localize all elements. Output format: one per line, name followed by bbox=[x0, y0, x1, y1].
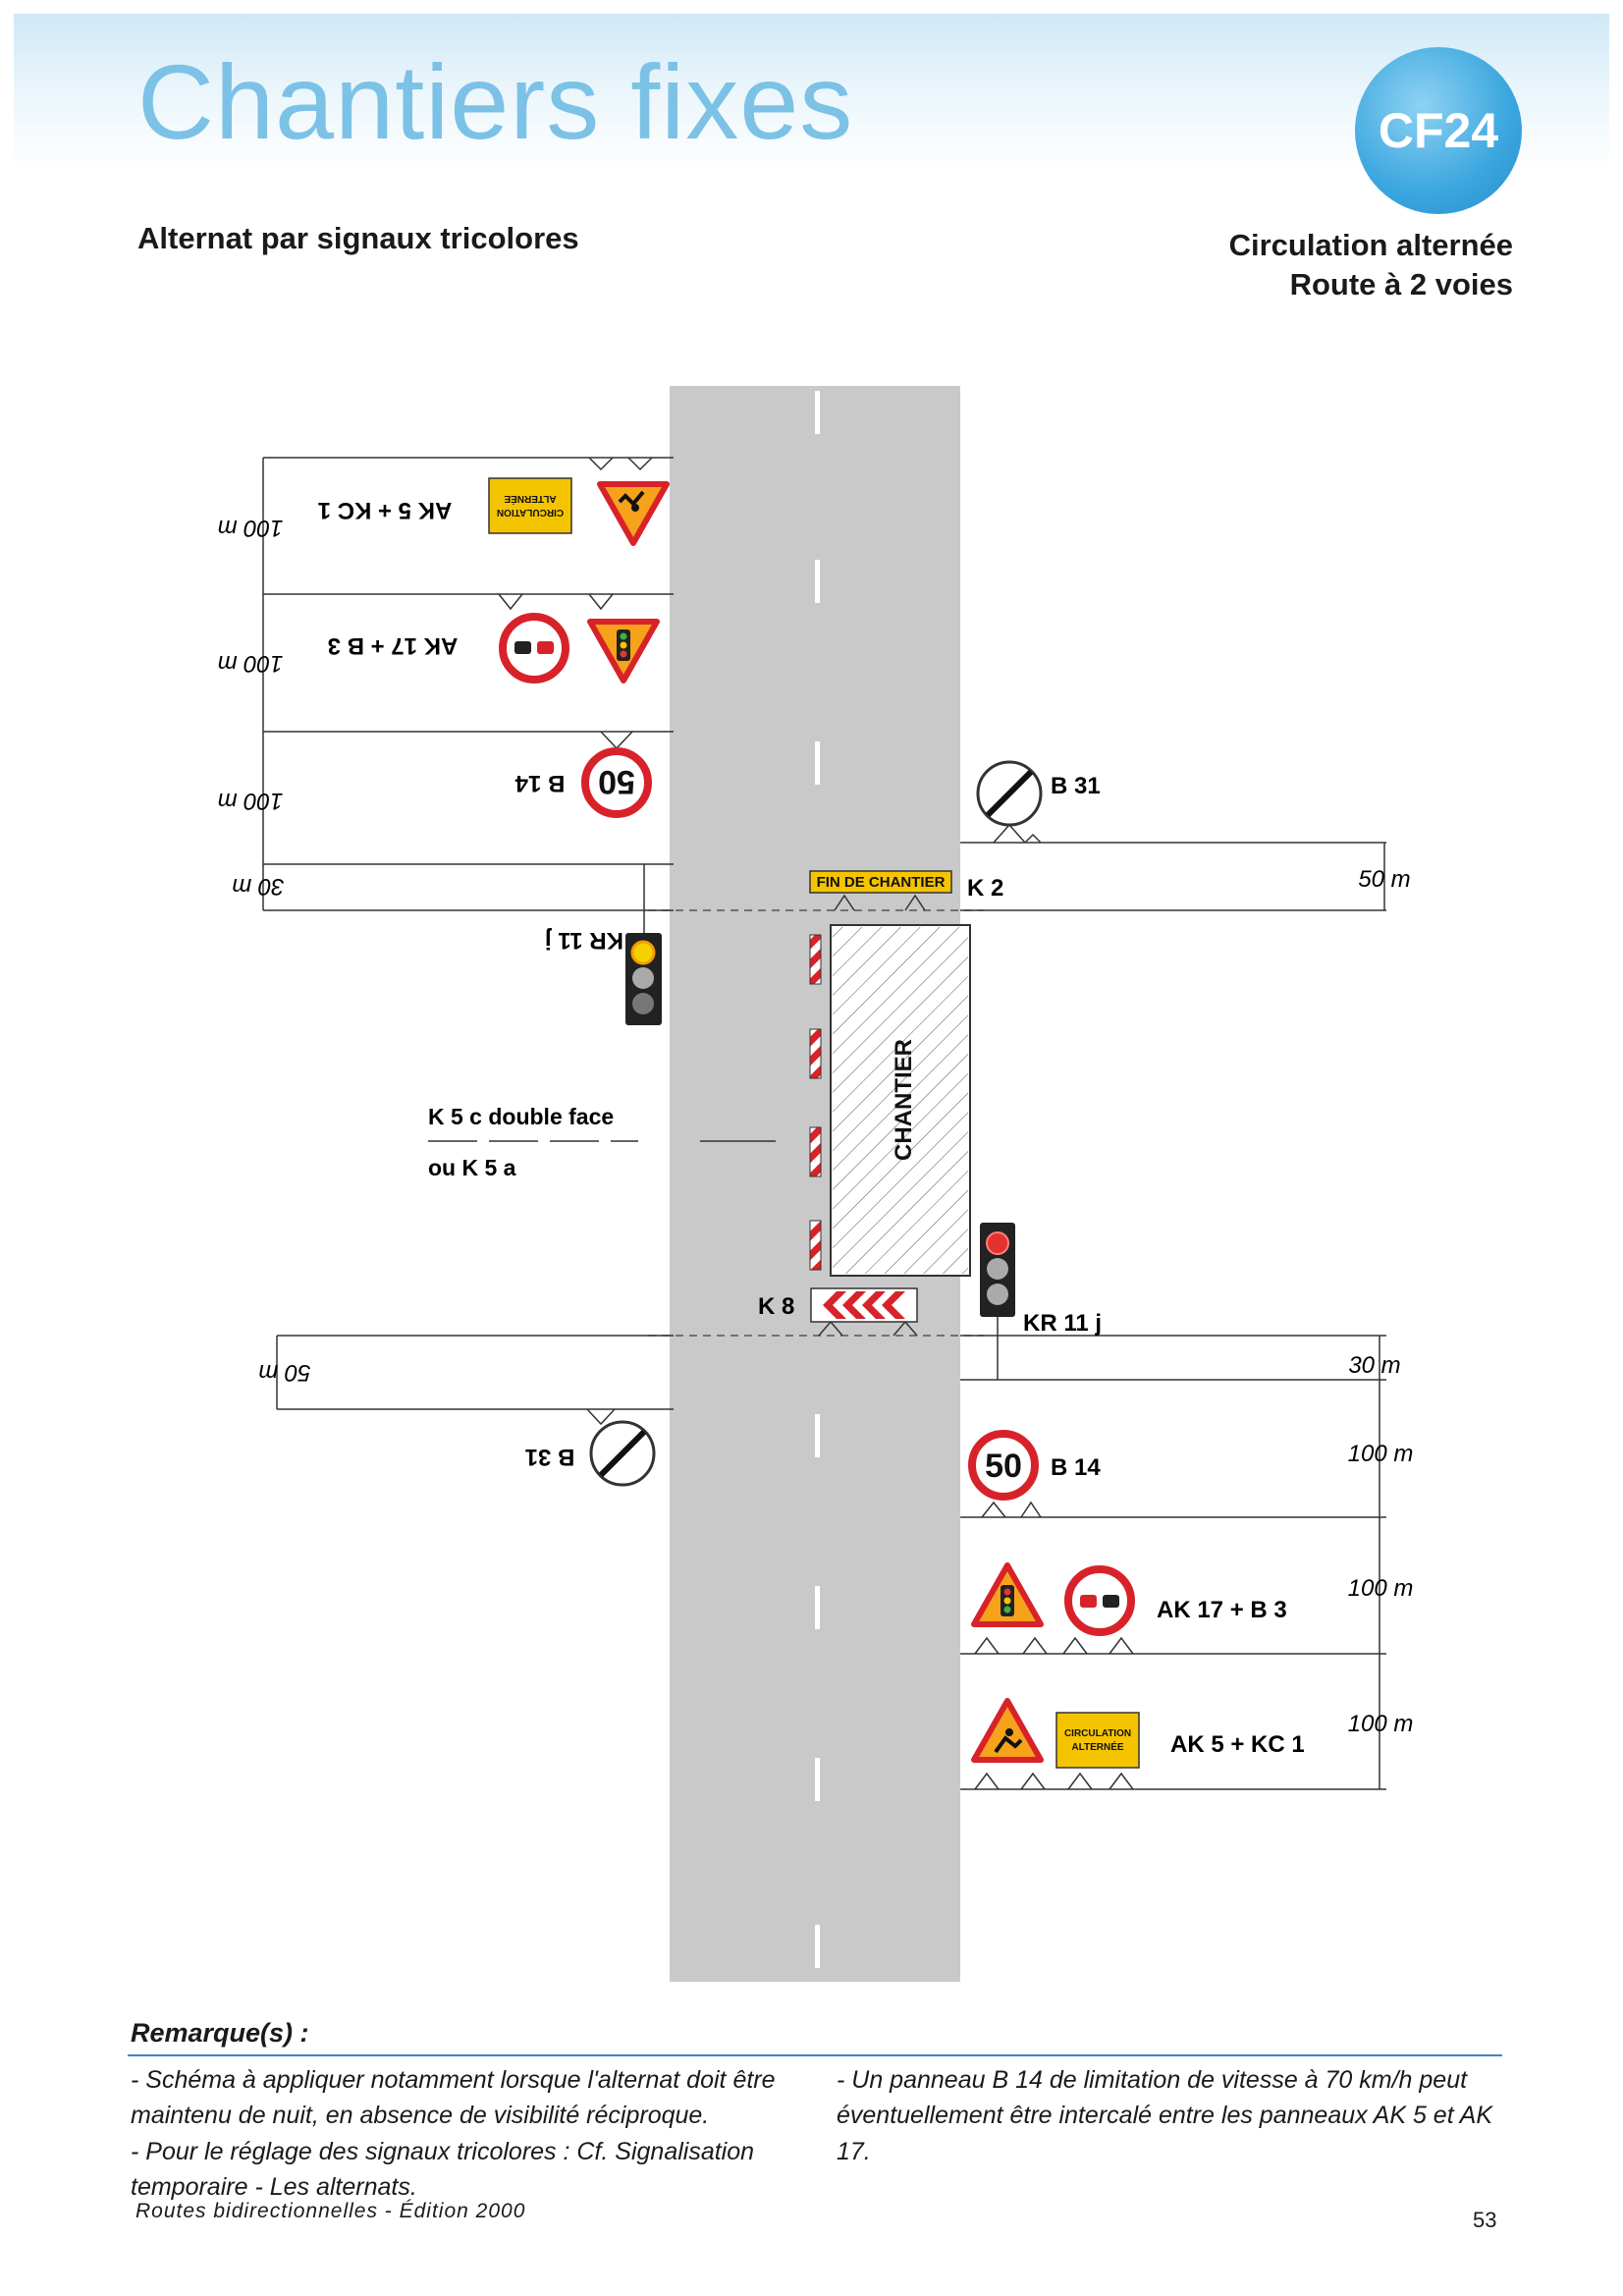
remarks-divider bbox=[128, 2054, 1502, 2056]
svg-text:CIRCULATION: CIRCULATION bbox=[496, 507, 565, 518]
remarks-title: Remarque(s) : bbox=[131, 2018, 309, 2048]
left-label-k5c: K 5 c double face bbox=[428, 1104, 615, 1129]
left-b14-sign bbox=[585, 751, 648, 814]
right-label-ak17-b3: AK 17 + B 3 bbox=[1157, 1597, 1287, 1623]
left-dist-5: 50 m bbox=[258, 1359, 311, 1386]
right-dist-1: 50 m bbox=[1358, 866, 1411, 893]
left-ak17-sign bbox=[590, 622, 657, 681]
right-ak17-sign bbox=[974, 1565, 1041, 1624]
left-label-k5a: ou K 5 a bbox=[428, 1155, 516, 1180]
remark-3: - Un panneau B 14 de limitation de vitesse à 70 km/h peut éventuellement être intercalé entre les panneaux AK 5 et AK 17. bbox=[837, 2066, 1493, 2165]
right-b3-sign bbox=[1068, 1569, 1131, 1632]
left-dist-3: 100 m bbox=[217, 788, 284, 814]
left-dist-2: 100 m bbox=[217, 650, 284, 677]
svg-text:50: 50 bbox=[598, 763, 635, 800]
remark-2: - Pour le réglage des signaux tricolores : Cf. Signalisation temporaire - Les alternats. bbox=[131, 2137, 755, 2201]
page-title: Chantiers fixes bbox=[137, 42, 854, 161]
right-label-k8: K 8 bbox=[758, 1293, 795, 1320]
right-dist-4: 100 m bbox=[1347, 1575, 1414, 1602]
left-label-ak5-kc1: AK 5 + KC 1 bbox=[317, 497, 453, 523]
remarks-column-2 bbox=[837, 2062, 1509, 2169]
left-b3-sign bbox=[503, 617, 566, 680]
right-ak5-sign bbox=[974, 1701, 1041, 1760]
right-label-kr11j: KR 11 j bbox=[1023, 1310, 1103, 1337]
left-dist-1: 100 m bbox=[217, 515, 284, 541]
left-kc1-panel bbox=[489, 478, 571, 533]
section-badge: CF24 bbox=[1355, 47, 1522, 214]
work-zone-label: CHANTIER bbox=[891, 1039, 917, 1161]
right-label-k2: K 2 bbox=[967, 875, 1004, 902]
left-ak5-sign bbox=[600, 484, 667, 543]
page-number: 53 bbox=[1473, 2208, 1497, 2232]
footer-edition: Routes bidirectionnelles - Édition 2000 bbox=[135, 2200, 526, 2222]
right-label-b14: B 14 bbox=[1051, 1454, 1101, 1481]
right-label-ak5-kc1: AK 5 + KC 1 bbox=[1170, 1731, 1305, 1758]
left-label-b14: B 14 bbox=[514, 770, 566, 796]
right-b31-sign bbox=[978, 762, 1041, 825]
svg-text:FIN DE CHANTIER: FIN DE CHANTIER bbox=[816, 874, 946, 891]
left-label-b31: B 31 bbox=[524, 1444, 575, 1470]
svg-text:ALTERNÉE: ALTERNÉE bbox=[504, 493, 557, 504]
remark-1: - Schéma à appliquer notamment lorsque l'alternat doit être maintenu de nuit, en absence de visibilité réciproque. bbox=[131, 2066, 776, 2130]
remarks-column-1 bbox=[131, 2062, 808, 2205]
left-b31-sign bbox=[591, 1422, 654, 1485]
right-dist-2: 30 m bbox=[1348, 1352, 1401, 1379]
left-kr11j-light bbox=[625, 933, 662, 1025]
svg-text:ALTERNÉE: ALTERNÉE bbox=[1071, 1742, 1124, 1753]
right-label-b31: B 31 bbox=[1051, 773, 1101, 799]
right-kc1-panel bbox=[1056, 1713, 1139, 1768]
left-label-ak17-b3: AK 17 + B 3 bbox=[327, 632, 459, 659]
right-dist-5: 100 m bbox=[1347, 1711, 1414, 1737]
right-k2-panel bbox=[810, 871, 951, 893]
right-k8-panel bbox=[811, 1288, 917, 1322]
right-kr11j-light bbox=[980, 1223, 1015, 1317]
subtitle-right-line2: Route à 2 voies bbox=[1289, 267, 1513, 302]
subtitle-right-line1: Circulation alternée bbox=[1228, 228, 1513, 262]
right-dist-3: 100 m bbox=[1347, 1441, 1414, 1467]
left-dist-4: 30 m bbox=[232, 873, 285, 900]
svg-text:CIRCULATION: CIRCULATION bbox=[1063, 1728, 1132, 1739]
left-label-kr11j: KR 11 j bbox=[544, 927, 624, 954]
subtitle-left: Alternat par signaux tricolores bbox=[137, 221, 579, 255]
right-b14-sign bbox=[972, 1434, 1035, 1497]
svg-text:50: 50 bbox=[985, 1448, 1022, 1485]
